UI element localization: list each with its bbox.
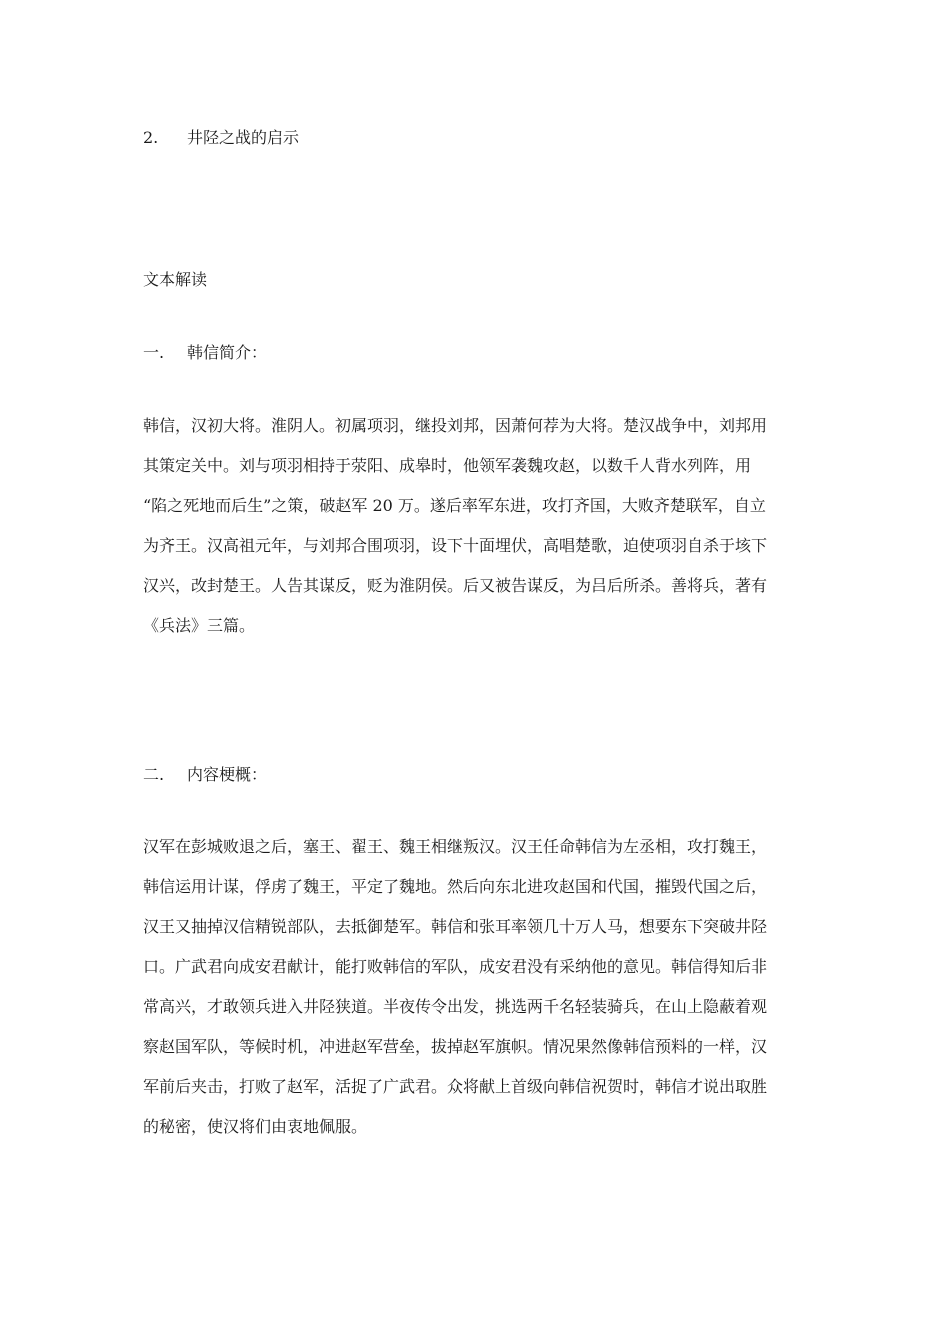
paragraph-line: “陷之死地而后生”之策，破赵军 20 万。遂后率军东进，攻打齐国，大败齐楚联军，自立 bbox=[143, 496, 766, 515]
paragraph-line: 为齐王。汉高祖元年，与刘邦合围项羽，设下十面埋伏，高唱楚歌，迫使项羽自杀于垓下 bbox=[143, 536, 768, 555]
part-two-heading bbox=[143, 765, 267, 785]
paragraph-line: 其策定关中。刘与项羽相持于荥阳、成皋时，他领军袭魏攻赵，以数千人背水列阵，用 bbox=[143, 456, 752, 475]
section-heading bbox=[143, 128, 299, 148]
paragraph-line: 韩信，汉初大将。淮阴人。初属项羽，继投刘邦，因萧何荐为大将。楚汉战争中，刘邦用 bbox=[143, 416, 768, 435]
paragraph-line: 韩信运用计谋，俘虏了魏王，平定了魏地。然后向东北进攻赵国和代国，摧毁代国之后， bbox=[143, 877, 768, 896]
section-heading-number: 2. bbox=[143, 128, 159, 147]
part-one-heading bbox=[143, 343, 267, 363]
paragraph-line: 《兵法》三篇。 bbox=[143, 616, 256, 635]
part-two-paragraph bbox=[143, 835, 813, 1155]
paragraph-line: 军前后夹击，打败了赵军，活捉了广武君。众将献上首级向韩信祝贺时，韩信才说出取胜 bbox=[143, 1077, 768, 1096]
paragraph-line: 汉王又抽掉汉信精锐部队，去抵御楚军。韩信和张耳率领几十万人马，想要东下突破井陉 bbox=[143, 917, 768, 936]
section-heading-title: 井陉之战的启示 bbox=[187, 128, 300, 147]
paragraph-line: 口。广武君向成安君献计，能打败韩信的军队，成安君没有采纳他的意见。韩信得知后非 bbox=[143, 957, 768, 976]
part-two-number: 二. bbox=[143, 765, 165, 784]
part-one-paragraph bbox=[143, 414, 813, 654]
paragraph-line: 汉兴，改封楚王。人告其谋反，贬为淮阴侯。后又被告谋反，为吕后所杀。善将兵，著有 bbox=[143, 576, 768, 595]
paragraph-line: 的秘密，使汉将们由衷地佩服。 bbox=[143, 1117, 368, 1136]
paragraph-line: 察赵国军队，等候时机，冲进赵军营垒，拔掉赵军旗帜。情况果然像韩信预料的一样，汉 bbox=[143, 1037, 768, 1056]
part-one-title: 韩信简介： bbox=[187, 343, 268, 362]
paragraph-line: 汉军在彭城败退之后，塞王、翟王、魏王相继叛汉。汉王任命韩信为左丞相，攻打魏王， bbox=[143, 837, 768, 856]
part-one-number: 一. bbox=[143, 343, 165, 362]
paragraph-line: 常高兴，才敢领兵进入井陉狭道。半夜传令出发，挑选两千名轻装骑兵，在山上隐蔽着观 bbox=[143, 997, 768, 1016]
part-two-title: 内容梗概： bbox=[187, 765, 268, 784]
subheading: 文本解读 bbox=[143, 270, 208, 289]
